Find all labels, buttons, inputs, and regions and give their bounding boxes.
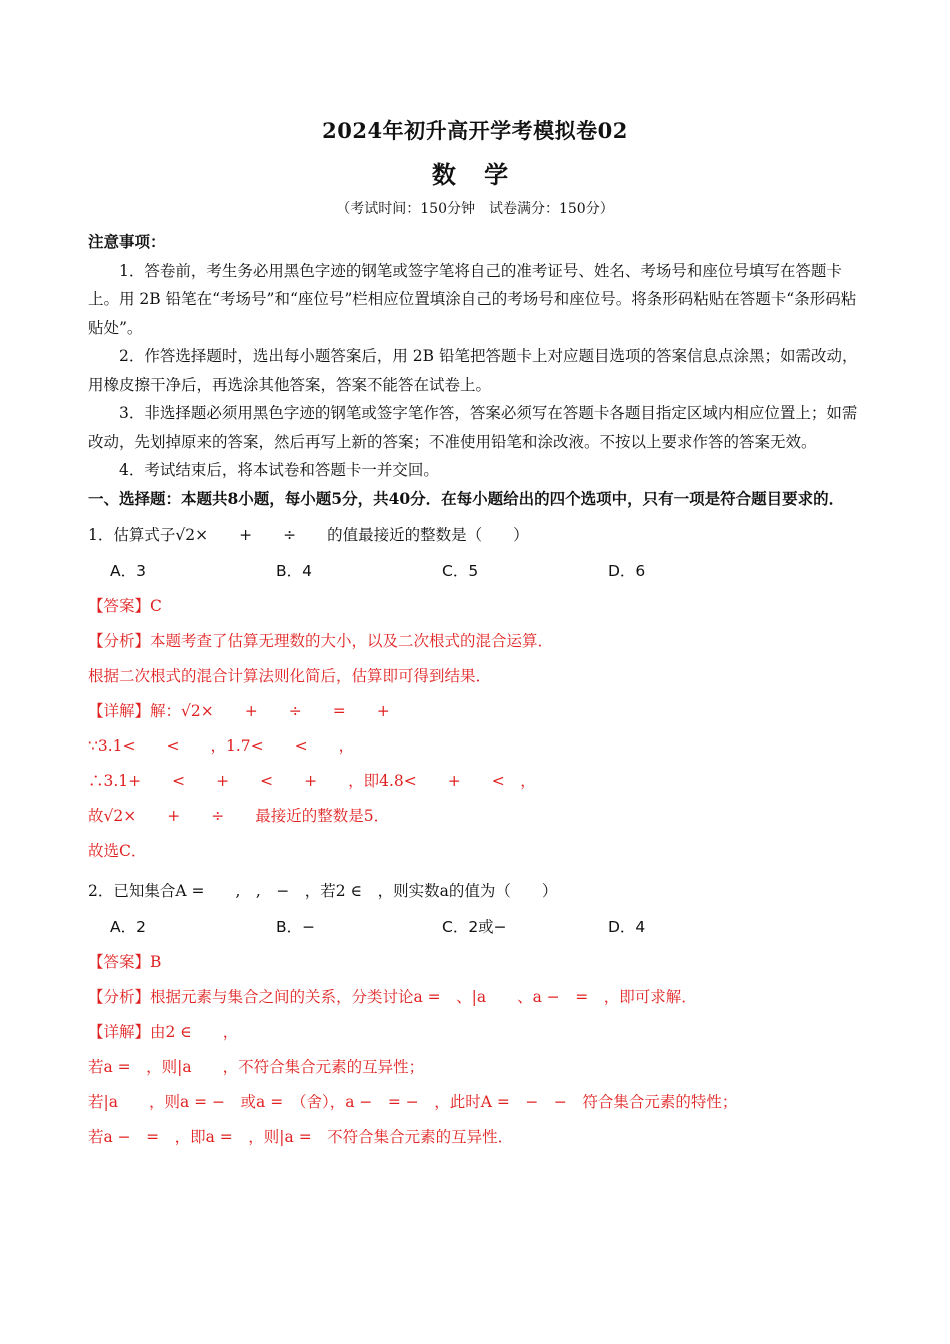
q2-analysis (88, 980, 864, 1015)
q2-detail-line-4: 若a − = ，即a = ，则|a = 不符合集合元素的互异性． (88, 1128, 514, 1146)
q1-analysis-tag: 【分析】 (88, 632, 151, 650)
q1-detail (88, 694, 864, 729)
notice-item-4: 4．考试结束后，将本试卷和答题卡一并交回。 (119, 461, 439, 479)
q2-detail-line-2: 若a = ，则|a ，不符合集合元素的互异性； (88, 1058, 425, 1076)
q1-stem-math: √2× + ÷ (175, 526, 328, 544)
question-1-stem (88, 517, 864, 553)
q1-answer: 【答案】C (88, 597, 162, 615)
q2-answer: 【答案】B (88, 953, 162, 971)
notice-item-3: 3．非选择题必须用黑色字迹的钢笔或签字笔作答，答案必须写在答题卡各题目指定区域内相应位置上；如需改动，先划掉原来的答案，然后再写上新的答案；不准使用铅笔和涂改液。不按以上要求作答的答案无效。 (88, 404, 858, 451)
q2-analysis-tag: 【分析】 (88, 988, 151, 1006)
q1-detail-4-prefix: 故√2× + ÷ (88, 807, 256, 825)
q2-option-c: C．2或− (442, 918, 507, 936)
q1-analysis-text-1: 本题考查了估算无理数的大小，以及二次根式的混合运算． (150, 632, 554, 650)
q1-analysis (88, 624, 864, 659)
q1-option-c: C．5 (442, 562, 479, 580)
notice-item-1: 1．答卷前，考生务必用黑色字迹的钢笔或签字笔将自己的准考证号、姓名、考场号和座位号填写在答题卡上。用 2B 铅笔在“考场号”和“座位号”栏相应位置填涂自己的考场号和座位号。将条形码粘贴在答题卡“条形码粘贴处”。 (88, 261, 857, 337)
q1-analysis-text-2: 根据二次根式的混合计算法则化简后，估算即可得到结果． (88, 667, 492, 685)
q1-detail-4-suffix: 最接近的整数是5． (255, 807, 390, 825)
section-heading: 一、选择题：本题共8小题，每小题5分，共40分．在每小题给出的四个选项中，只有一项是符合题目要求的． (88, 488, 845, 508)
q1-detail-line-3: ∴3.1+ < + < + ，即4.8< + < ， (88, 772, 536, 790)
q1-conclusion: 故选C． (88, 842, 147, 860)
exam-title: 2024年初升高开学考模拟卷02 (322, 118, 628, 143)
q2-detail-tag: 【详解】 (88, 1023, 151, 1041)
q2-option-b: B．− (276, 918, 316, 936)
document-body (88, 228, 864, 1155)
q1-detail-tag: 【详解】 (88, 702, 151, 720)
notice-item-2: 2．作答选择题时，选出每小题答案后，用 2B 铅笔把答题卡上对应题目选项的答案信息点涂黑；如需改动，用橡皮擦干净后，再选涂其他答案，答案不能答在试卷上。 (88, 347, 858, 394)
q2-detail (88, 1015, 864, 1050)
q1-detail-line-4 (88, 799, 864, 834)
q2-option-a: A．2 (110, 918, 146, 936)
q2-detail-line-3: 若|a ，则a = − 或a = （舍），a − = − ，此时A = − − 符合集合元素的特性； (88, 1093, 738, 1111)
q1-option-b: B．4 (276, 562, 312, 580)
exam-info: （考试时间：150分钟 试卷满分：150分） (336, 201, 614, 217)
subject-heading: 数 学 (431, 160, 519, 189)
q2-analysis-text-1: 根据元素与集合之间的关系，分类讨论a = 、|a 、a − = ，即可求解． (150, 988, 697, 1006)
q2-detail-line-1: 由2 ∈ ， (150, 1023, 239, 1041)
question-2-stem: 2．已知集合A = , , − ，若2 ∈ ，则实数a的值为（ ） (88, 882, 558, 900)
q1-stem-prefix: 1．估算式子 (88, 526, 176, 544)
q2-option-d: D．4 (608, 918, 646, 936)
q1-option-d: D．6 (608, 562, 646, 580)
q1-option-a: A．3 (110, 562, 146, 580)
notice-heading: 注意事项： (88, 232, 166, 251)
question-2-options (88, 909, 864, 945)
q1-stem-suffix: 的值最接近的整数是（ ） (327, 526, 529, 544)
q1-detail-line-2: ∵3.1< < ，1.7< < ， (88, 737, 355, 755)
q1-detail-line-1: 解：√2× + ÷ = + (150, 702, 390, 720)
question-1-options (88, 553, 864, 589)
